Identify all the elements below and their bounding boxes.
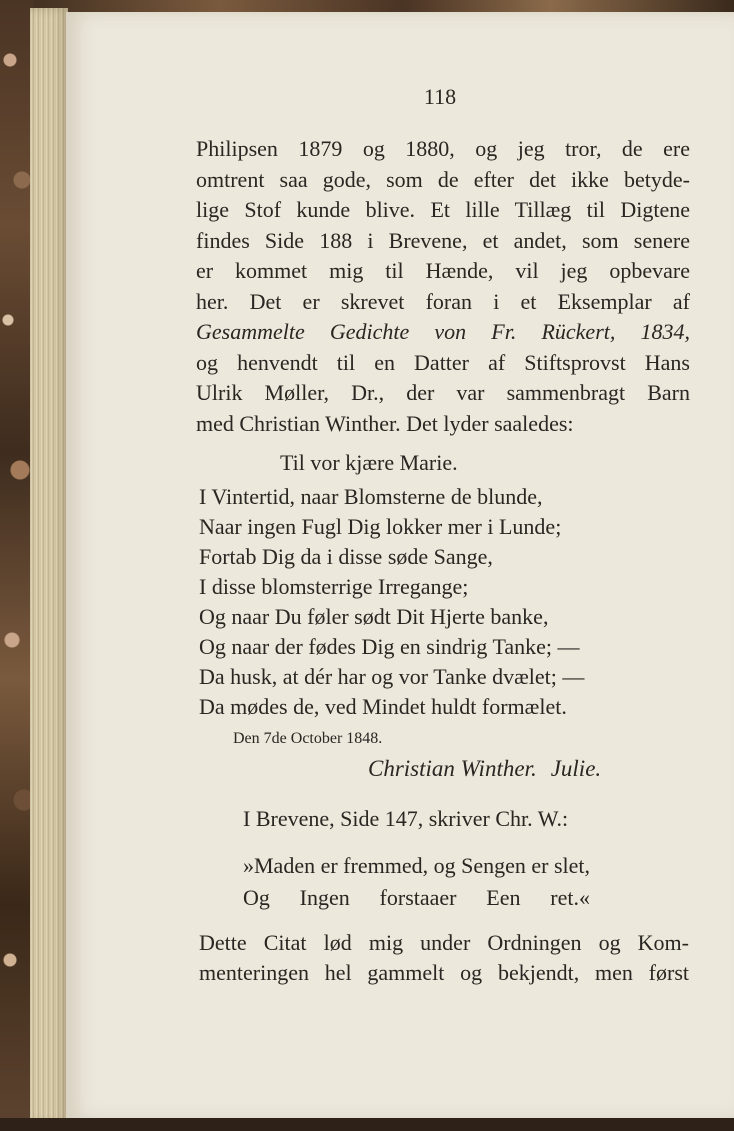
reference-line: I Brevene, Side 147, skriver Chr. W.: bbox=[243, 806, 569, 831]
date-line: Den 7de October 1848. bbox=[233, 730, 383, 747]
intro-line: lige Stof kunde blive. Et lille Tillæg til Digtene bbox=[196, 197, 690, 222]
signature-recipient: Julie. bbox=[550, 756, 602, 781]
poem-line: Fortab Dig da i disse søde Sange, bbox=[199, 544, 493, 569]
poem-title: Til vor kjære Marie. bbox=[280, 450, 458, 475]
intro-line: Philipsen 1879 og 1880, og jeg tror, de ere bbox=[196, 136, 690, 161]
intro-line: med Christian Winther. Det lyder saaledes: bbox=[196, 410, 574, 436]
closing-line: menteringen hel gammelt og bekjendt, men først bbox=[199, 960, 689, 985]
intro-line: og henvendt til en Datter af Stiftsprovst Hans bbox=[196, 349, 690, 375]
intro-line: findes Side 188 i Brevene, et andet, som senere bbox=[196, 227, 690, 253]
intro-paragraph bbox=[196, 134, 690, 439]
page-edges bbox=[30, 8, 68, 1124]
poem bbox=[199, 482, 584, 722]
quote bbox=[243, 850, 590, 914]
poem-line: Og naar der fødes Dig en sindrig Tanke; — bbox=[199, 634, 580, 659]
poem-line: I disse blomsterrige Irregange; bbox=[199, 574, 469, 599]
marbled-cover-edge bbox=[0, 0, 34, 1131]
book-bottom-edge bbox=[0, 1118, 734, 1131]
poem-line: Og naar Du føler sødt Dit Hjerte banke, bbox=[199, 604, 549, 629]
signature-author: Christian Winther. bbox=[368, 756, 537, 781]
intro-line: er kommet mig til Hænde, vil jeg opbevare bbox=[196, 258, 690, 283]
book-top-edge bbox=[0, 0, 734, 12]
poem-line: I Vintertid, naar Blomsterne de blunde, bbox=[199, 484, 543, 509]
quote-line: »Maden er fremmed, og Sengen er slet, bbox=[243, 853, 590, 878]
closing-paragraph bbox=[199, 928, 689, 988]
intro-line: her. Det er skrevet foran i et Eksemplar af bbox=[196, 288, 690, 314]
page-number: 118 bbox=[423, 84, 457, 109]
intro-line: Ulrik Møller, Dr., der var sammenbragt Barn bbox=[196, 380, 690, 405]
quote-line: Og Ingen forstaaer Een ret.« bbox=[243, 885, 590, 910]
poem-line: Naar ingen Fugl Dig lokker mer i Lunde; bbox=[199, 514, 562, 539]
poem-line: Da husk, at dér har og vor Tanke dvælet; — bbox=[199, 664, 585, 689]
intro-line: omtrent saa gode, som de efter det ikke betyde- bbox=[196, 166, 690, 192]
signature bbox=[368, 756, 601, 782]
poem-line: Da mødes de, ved Mindet huldt formælet. bbox=[199, 694, 567, 719]
closing-line: Dette Citat lød mig under Ordningen og Kom- bbox=[199, 930, 689, 955]
intro-line-italic-title: Gesammelte Gedichte von Fr. Rückert, 1834, bbox=[196, 319, 690, 344]
